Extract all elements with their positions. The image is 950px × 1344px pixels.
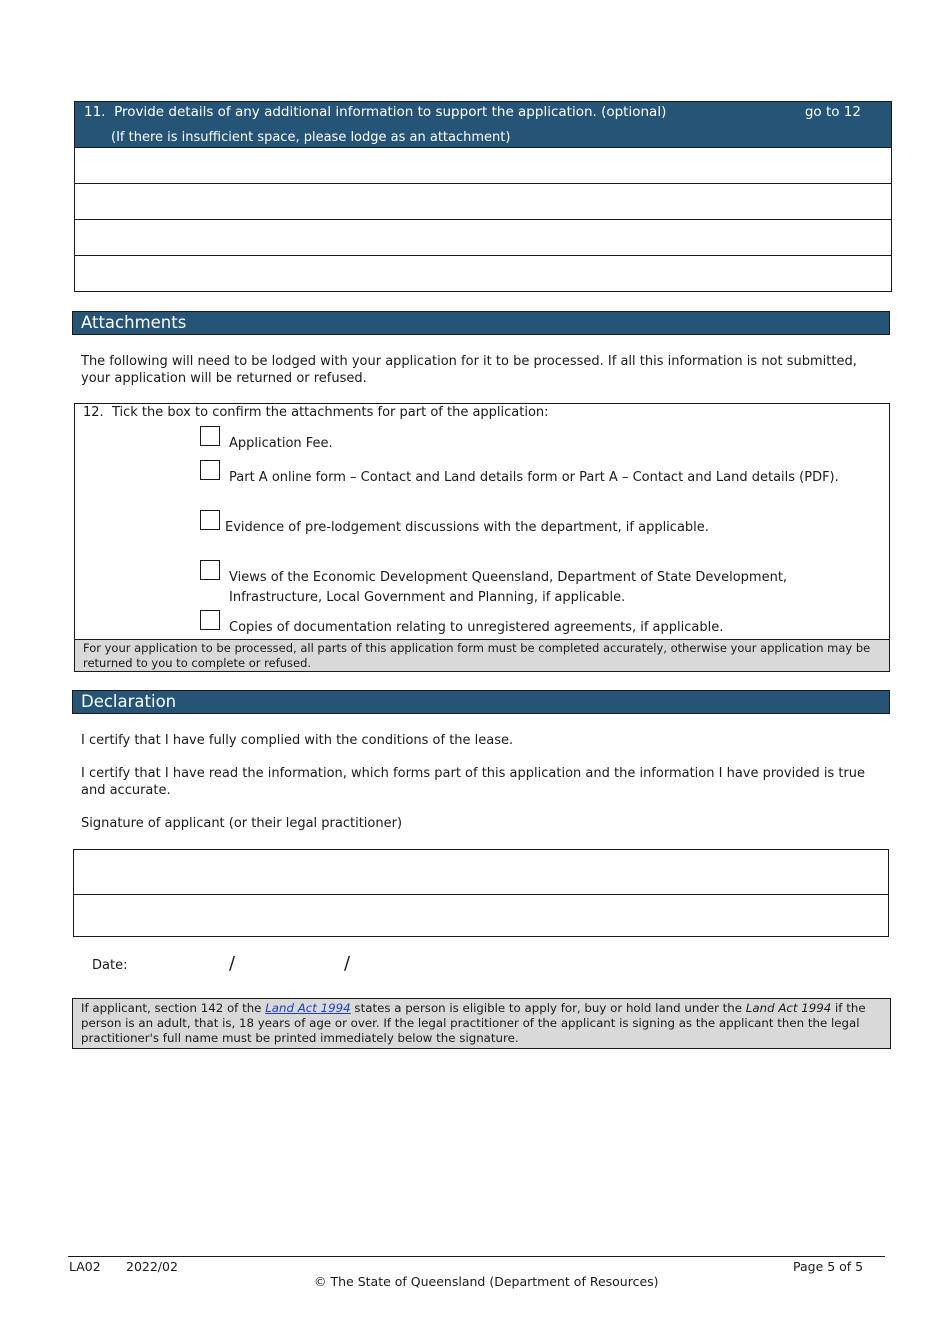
footer-divider bbox=[68, 1256, 885, 1257]
land-act-link[interactable]: Land Act 1994 bbox=[265, 1001, 351, 1015]
processing-note: For your application to be processed, all parts of this application form must be completed accurately, otherwise your application may be returned to you to complete or refused. bbox=[75, 639, 889, 671]
certify-information: I certify that I have read the information, which forms part of this application and the information I have provided is true and accurate. bbox=[81, 766, 866, 798]
legal-text-middle: states a person is eligible to apply for, buy or hold land under the bbox=[350, 1001, 746, 1015]
eligibility-note bbox=[72, 998, 891, 1049]
question-11-subtitle: (If there is insufficient space, please lodge as an attachment) bbox=[111, 130, 511, 145]
question-11-title: 11. Provide details of any additional information to support the application. (optional) bbox=[84, 104, 667, 120]
legal-text-start: If applicant, section 142 of the bbox=[81, 1001, 266, 1015]
declaration-heading: Declaration bbox=[72, 690, 890, 714]
label-part-a-form: Part A online form – Contact and Land details form or Part A – Contact and Land details (PDF). bbox=[229, 470, 839, 485]
land-act-title: Land Act 1994 bbox=[745, 1001, 832, 1015]
certify-conditions: I certify that I have fully complied with the conditions of the lease. bbox=[81, 733, 514, 748]
checkbox-part-a-form[interactable] bbox=[200, 460, 220, 480]
details-line-1[interactable] bbox=[75, 147, 891, 183]
attachments-heading: Attachments bbox=[72, 311, 890, 335]
checkbox-edq-views[interactable] bbox=[200, 560, 220, 580]
date-month-field[interactable] bbox=[242, 952, 342, 976]
details-line-4[interactable] bbox=[75, 255, 891, 291]
checkbox-pre-lodgement[interactable] bbox=[200, 510, 220, 530]
signature-label: Signature of applicant (or their legal practitioner) bbox=[81, 816, 403, 831]
details-line-3[interactable] bbox=[75, 219, 891, 255]
date-separator-1: / bbox=[229, 953, 236, 974]
date-label: Date: bbox=[92, 958, 128, 973]
label-unregistered-agreements: Copies of documentation relating to unregistered agreements, if applicable. bbox=[229, 620, 724, 635]
details-line-2[interactable] bbox=[75, 183, 891, 219]
label-edq-views: Views of the Economic Development Queensland, Department of State Development, Infrastructure, Local Government and Planning, if applicable. bbox=[229, 570, 788, 605]
question-11-header bbox=[75, 102, 891, 147]
date-separator-2: / bbox=[344, 953, 351, 974]
signature-box[interactable] bbox=[73, 849, 889, 937]
label-pre-lodgement: Evidence of pre-lodgement discussions with the department, if applicable. bbox=[225, 520, 709, 535]
checkbox-unregistered-agreements[interactable] bbox=[200, 610, 220, 630]
legal-text-end: if the person is an adult, that is, 18 years of age or over. If the legal practitioner of the applicant is signing as the applicant then the legal practitioner's full name must be printed immediately below the signature. bbox=[81, 1001, 866, 1045]
date-year-field[interactable] bbox=[358, 952, 458, 976]
attachments-intro: The following will need to be lodged with your application for it to be processed. If all this information is not submitted, your application will be returned or refused. bbox=[81, 354, 857, 386]
date-day-field[interactable] bbox=[140, 952, 228, 976]
question-12-title: 12. Tick the box to confirm the attachments for part of the application: bbox=[83, 405, 549, 420]
goto-label: go to 12 bbox=[804, 104, 861, 120]
form-code: LA02 bbox=[69, 1259, 101, 1274]
copyright: © The State of Queensland (Department of Resources) bbox=[314, 1274, 659, 1289]
question-11-box bbox=[74, 101, 892, 292]
form-version: 2022/02 bbox=[126, 1259, 178, 1274]
attachments-checklist bbox=[74, 403, 890, 672]
label-application-fee: Application Fee. bbox=[229, 436, 333, 451]
signature-divider bbox=[74, 894, 888, 895]
page-number: Page 5 of 5 bbox=[793, 1259, 864, 1274]
checkbox-application-fee[interactable] bbox=[200, 426, 220, 446]
